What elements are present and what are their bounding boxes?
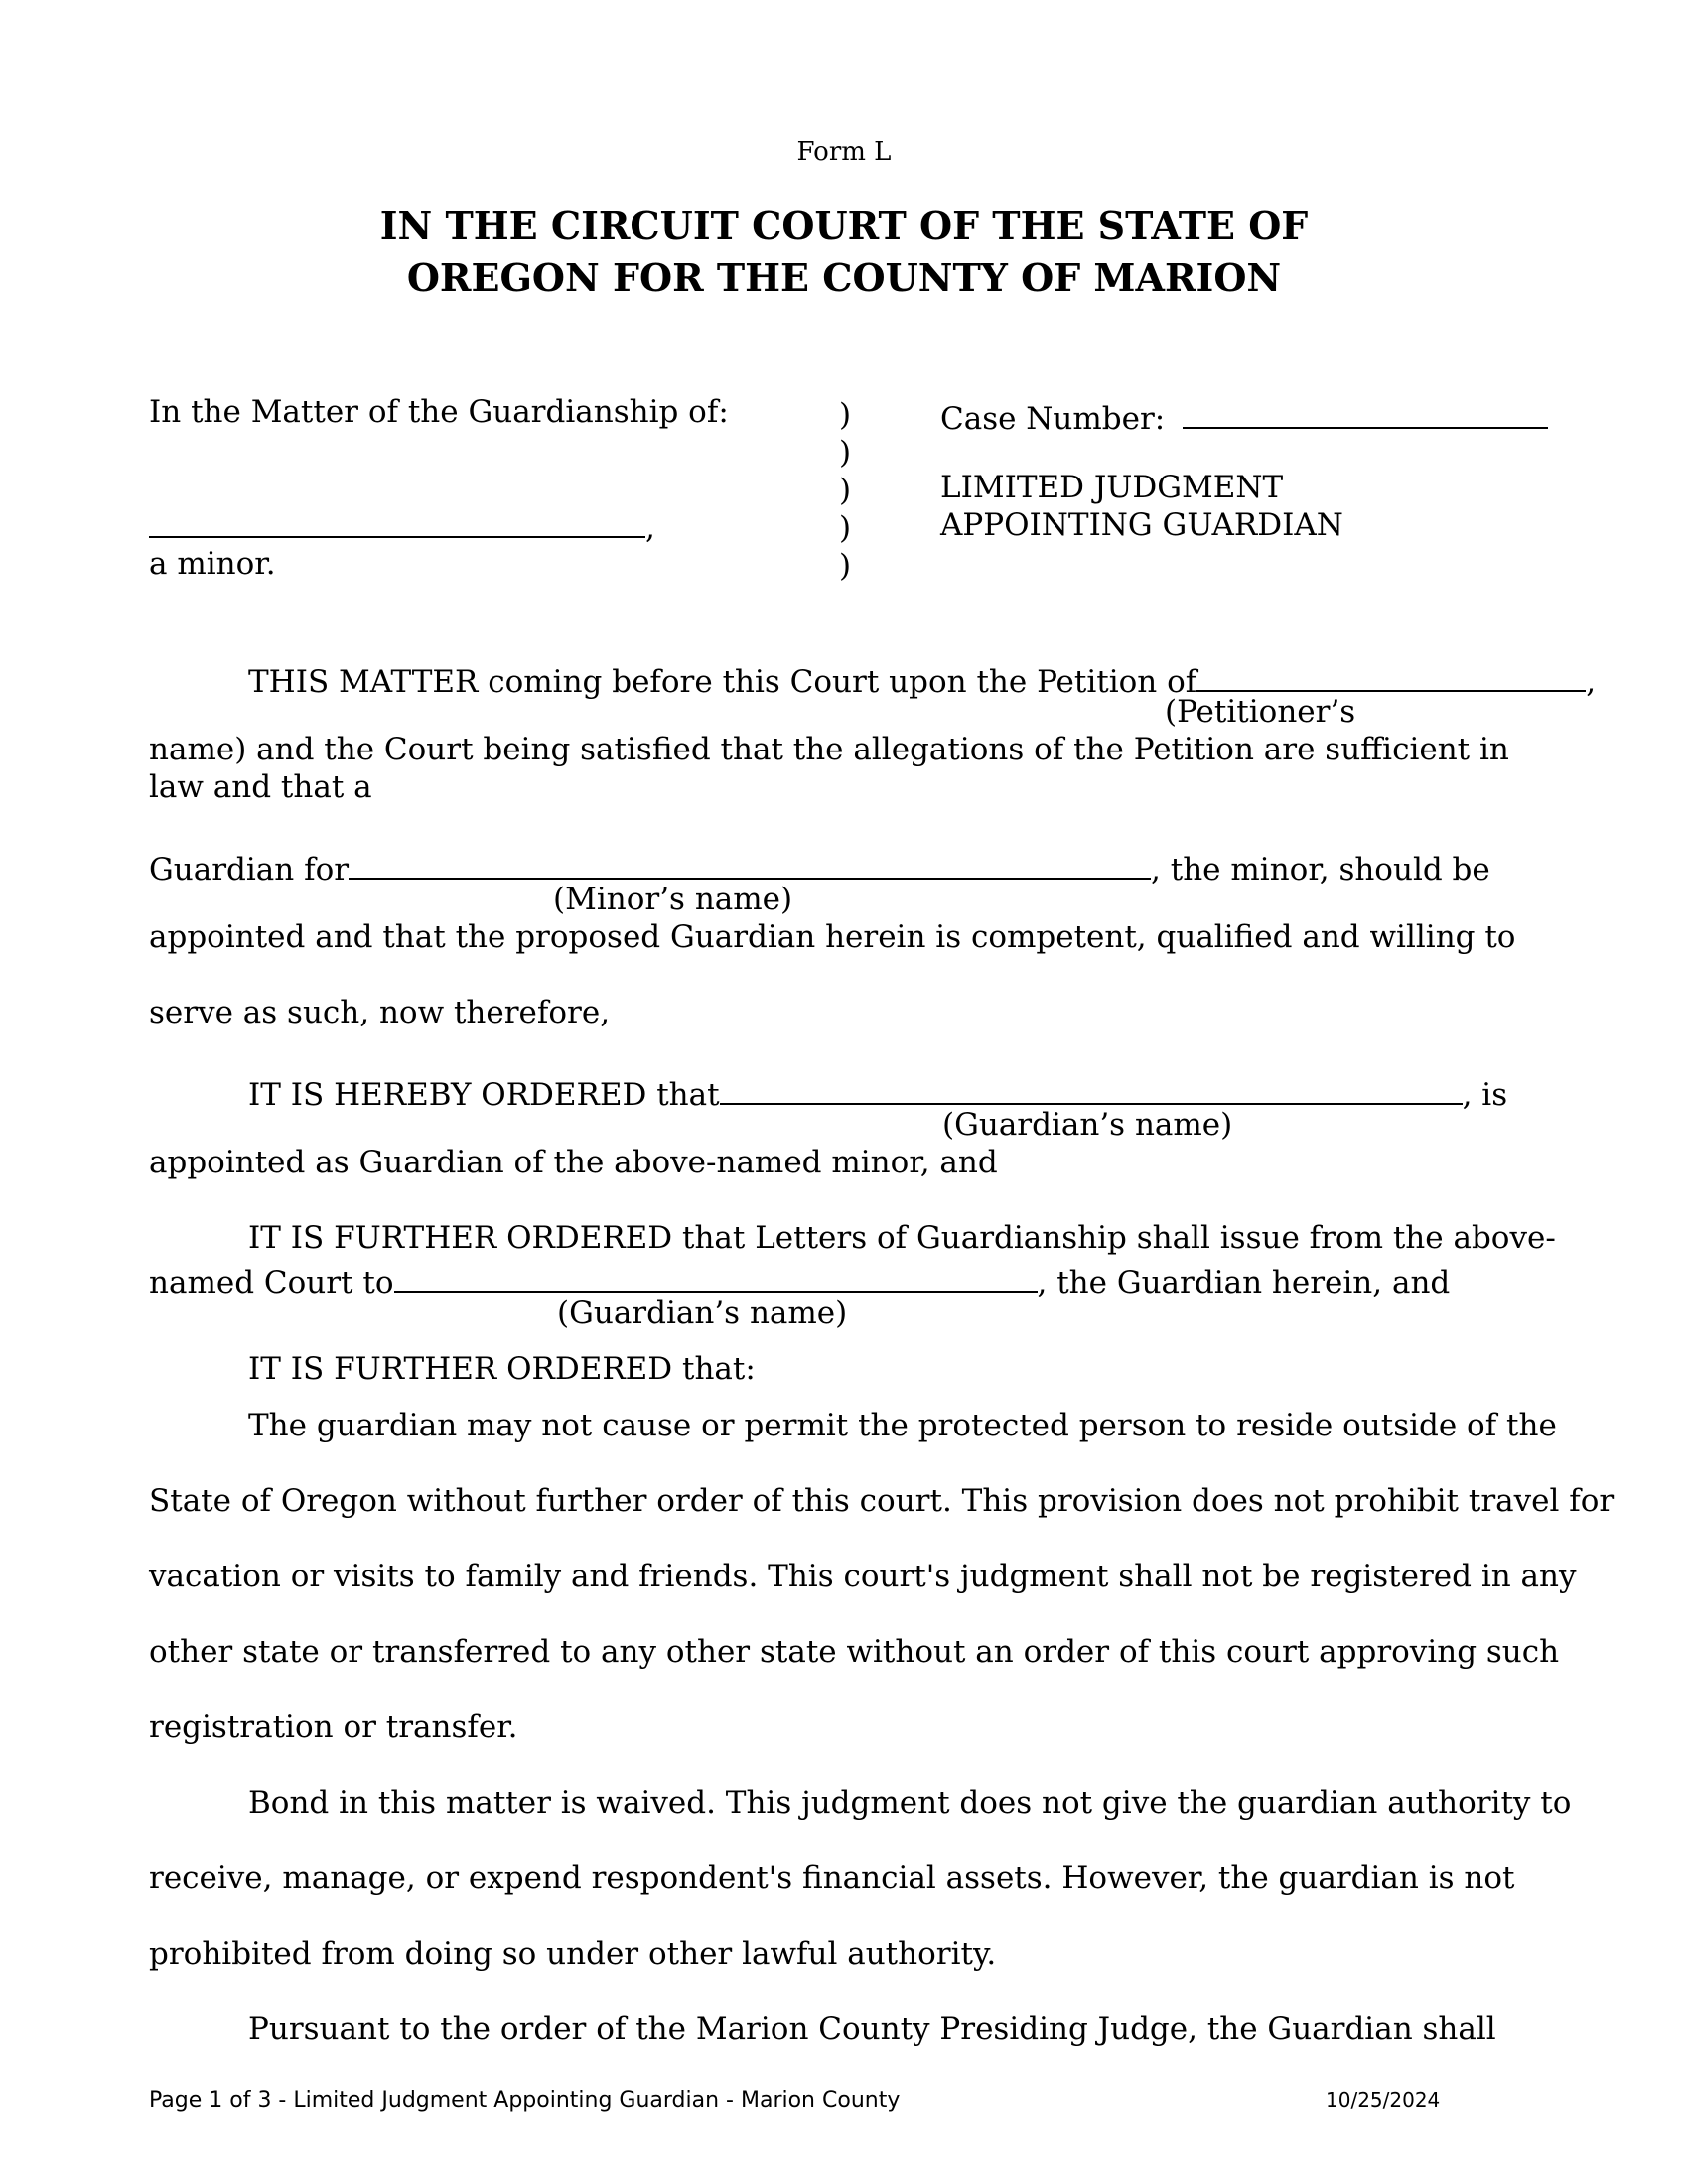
court-title-line-2: OREGON FOR THE COUNTY OF MARION [406,255,1282,300]
minor-label: a minor. [149,546,276,582]
residence-line-1: The guardian may not cause or permit the protected person to reside outside of the [248,1408,1557,1443]
presiding-judge-line: Pursuant to the order of the Marion County Presiding Judge, the Guardian shall [248,2011,1496,2047]
document-title-line-1: LIMITED JUDGMENT [940,470,1284,505]
case-number-field[interactable] [1183,397,1548,429]
petition-line-2: name) and the Court being satisfied that the allegations of the Petition are sufficient in [149,732,1509,767]
serve-line: serve as such, now therefore, [149,995,611,1030]
caption-paren-1: ) [839,397,852,433]
bond-line-2: receive, manage, or expend respondent's financial assets. However, the guardian is not [149,1860,1515,1896]
court-title [0,201,1688,304]
caption-paren-5: ) [839,548,852,584]
guardian-name-caption-1: (Guardian’s name) [942,1107,1233,1143]
caption-paren-3: ) [839,473,852,508]
form-label: Form L [796,137,892,167]
matter-label: In the Matter of the Guardianship of: [149,394,729,430]
appointed-guardian-line: appointed as Guardian of the above-named minor, and [149,1145,998,1180]
petition-line-3: law and that a [149,769,372,805]
residence-line-3: vacation or visits to family and friends. This court's judgment shall not be registered in any [149,1559,1577,1594]
residence-line-4: other state or transferred to any other state without an order of this court approving such [149,1634,1560,1670]
appointed-line: appointed and that the proposed Guardian herein is competent, qualified and willing to [149,919,1516,955]
caption-paren-4: ) [839,510,852,546]
letters-line-2: named Court to , the Guardian herein, and [149,1261,1450,1298]
footer-date: 10/25/2024 [1326,2088,1441,2112]
minor-name-line: , [149,506,655,544]
minor-name-blank[interactable] [149,506,645,538]
residence-line-2: State of Oregon without further order of this court. This provision does not prohibit travel for [149,1483,1615,1519]
petition-line: THIS MATTER coming before this Court upon the Petition of , [248,660,1596,698]
guardian-name-caption-2: (Guardian’s name) [557,1296,848,1331]
guardian-name-field-1[interactable] [720,1073,1463,1105]
minor-name-field[interactable] [349,848,1151,880]
court-title-line-1: IN THE CIRCUIT COURT OF THE STATE OF [379,204,1309,248]
guardian-name-field-2[interactable] [394,1261,1038,1293]
further-ordered-line: IT IS FURTHER ORDERED that: [248,1351,756,1387]
bond-line-3: prohibited from doing so under other lawful authority. [149,1936,997,1972]
caption-paren-2: ) [839,435,852,471]
letters-line-1: IT IS FURTHER ORDERED that Letters of Guardianship shall issue from the above- [248,1220,1556,1256]
petitioner-name-blank[interactable] [1196,660,1586,692]
hereby-ordered-line: IT IS HEREBY ORDERED that , is [248,1073,1507,1111]
minor-name-caption: (Minor’s name) [553,882,793,917]
case-number-label: Case Number: [940,401,1166,437]
guardian-for-line: Guardian for , the minor, should be [149,848,1490,886]
petitioner-name-caption: (Petitioner’s [1165,694,1356,730]
bond-line-1: Bond in this matter is waived. This judgment does not give the guardian authority to [248,1785,1572,1821]
case-number-row [940,397,1548,435]
page-footer: Page 1 of 3 - Limited Judgment Appointing Guardian - Marion County [149,2088,901,2113]
document-title-line-2: APPOINTING GUARDIAN [940,507,1343,543]
residence-line-5: registration or transfer. [149,1709,518,1745]
